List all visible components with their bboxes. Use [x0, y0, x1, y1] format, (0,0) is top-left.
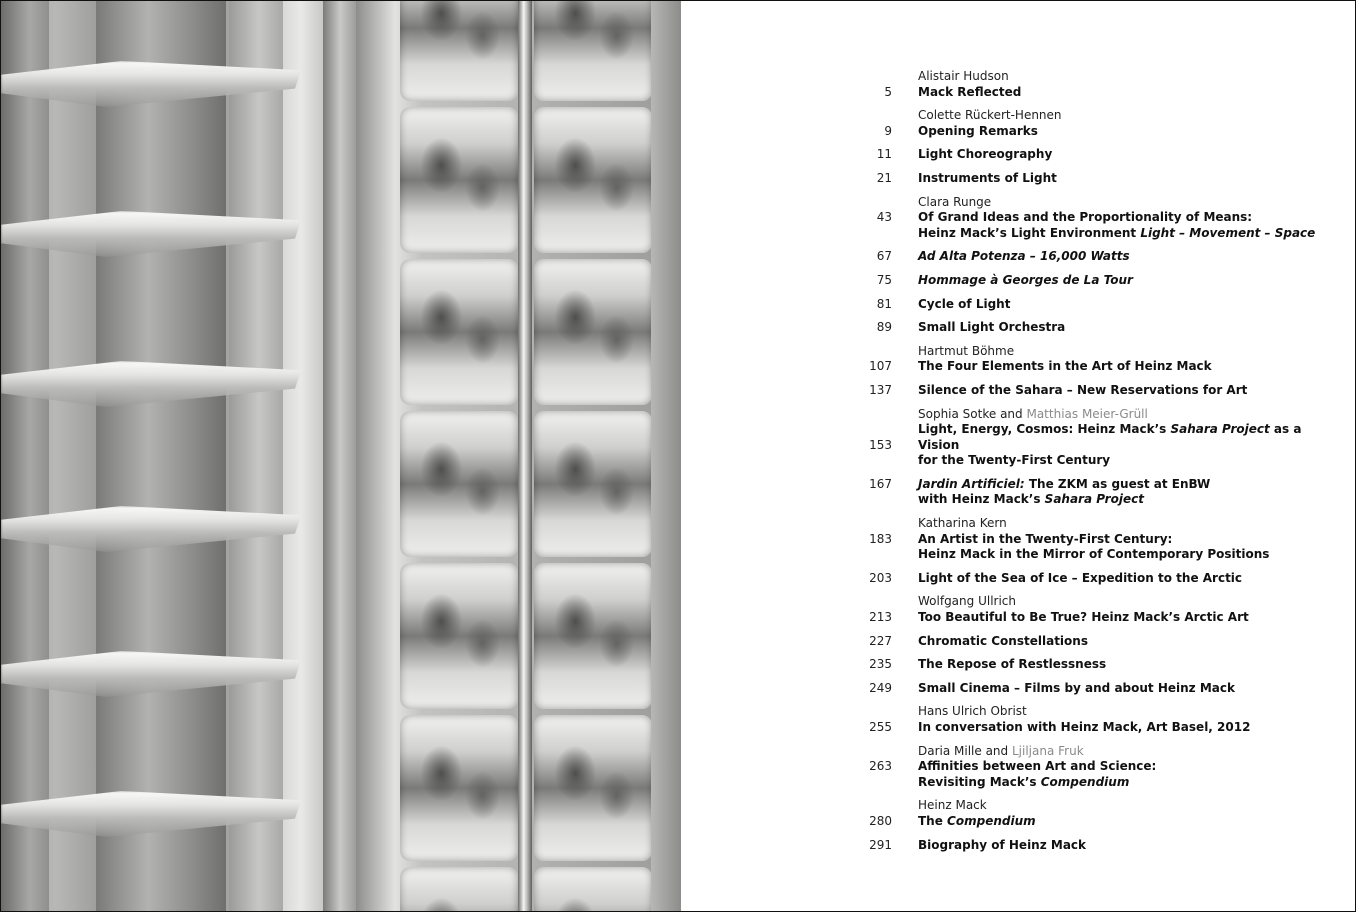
- mirror-cell: [400, 411, 518, 557]
- entry-title-line: An Artist in the Twenty-First Century:: [918, 531, 1173, 546]
- page-number: 137: [869, 382, 892, 397]
- entry-title: Light Choreography: [918, 147, 1053, 162]
- entry-title: [918, 273, 1319, 289]
- page-number: 153: [869, 437, 892, 452]
- toc-entry[interactable]: [859, 171, 1319, 187]
- author-name-secondary: Matthias Meier-Grüll: [1026, 406, 1148, 421]
- entry-title: Instruments of Light: [918, 170, 1057, 185]
- mirror-cell: [400, 563, 518, 709]
- page-number: 107: [869, 359, 892, 374]
- toc-entry[interactable]: [859, 744, 1319, 791]
- entry-author: Hans Ulrich Obrist: [918, 704, 1027, 719]
- mirror-cell: [534, 715, 652, 861]
- title-italic-segment: Sahara Project: [1170, 422, 1270, 437]
- background-column: [96, 1, 226, 911]
- entry-title-line: [918, 775, 1319, 791]
- mirror-cell: [400, 715, 518, 861]
- page-number: 21: [876, 170, 892, 185]
- title-segment: with Heinz Mack’s: [918, 492, 1045, 507]
- toc-entry[interactable]: [859, 195, 1319, 242]
- entry-title-line: for the Twenty-First Century: [918, 453, 1111, 468]
- entry-title: Light of the Sea of Ice – Expedition to the Arctic: [918, 570, 1243, 585]
- mirror-cell: [534, 867, 652, 911]
- background-column: [283, 1, 323, 911]
- toc-entry[interactable]: [859, 320, 1319, 336]
- toc-entry[interactable]: [859, 516, 1319, 563]
- mirror-cell: [400, 1, 518, 101]
- toc-entry[interactable]: [859, 838, 1319, 854]
- entry-title: Small Light Orchestra: [918, 320, 1066, 335]
- toc-entry[interactable]: [859, 108, 1319, 139]
- title-segment: The: [918, 813, 948, 828]
- entry-title: The Four Elements in the Art of Heinz Mack: [918, 359, 1212, 374]
- entry-title-line: Of Grand Ideas and the Proportionality of Means:: [918, 210, 1253, 225]
- entry-title: In conversation with Heinz Mack, Art Basel, 2012: [918, 720, 1251, 734]
- entry-title: Mack Reflected: [918, 84, 1022, 99]
- entry-title-line: [918, 422, 1319, 453]
- toc-entry[interactable]: [859, 249, 1319, 265]
- entry-title-line: [918, 477, 1319, 493]
- page-number: 213: [869, 610, 892, 625]
- toc-entry[interactable]: [859, 681, 1319, 697]
- toc-entry[interactable]: [859, 273, 1319, 289]
- page-number: 43: [876, 210, 892, 225]
- mirror-cell: [534, 107, 652, 253]
- toc-entry[interactable]: [859, 571, 1319, 587]
- entry-title-line: Affinities between Art and Science:: [918, 759, 1157, 774]
- toc-entry[interactable]: [859, 634, 1319, 650]
- entry-author: Alistair Hudson: [918, 69, 1009, 83]
- entry-author: Wolfgang Ullrich: [918, 594, 1016, 609]
- page-number: 249: [869, 680, 892, 695]
- entry-title: Silence of the Sahara – New Reservations for Art: [918, 382, 1248, 397]
- title-italic-segment: Light – Movement – Space: [1140, 225, 1316, 240]
- mirror-cell: [400, 867, 518, 911]
- entry-title: Opening Remarks: [918, 123, 1038, 138]
- table-of-contents: [859, 69, 1319, 861]
- page-number: 255: [869, 720, 892, 734]
- mirror-cell: [534, 259, 652, 405]
- title-italic-segment: Sahara Project: [1044, 492, 1144, 507]
- artwork-photo: [1, 1, 681, 911]
- toc-entry[interactable]: [859, 477, 1319, 508]
- entry-title: Biography of Heinz Mack: [918, 837, 1087, 852]
- page-number: 75: [876, 272, 892, 287]
- title-segment: as a Vision: [918, 422, 1302, 452]
- page-number: 291: [869, 837, 892, 852]
- title-italic-segment: Ad Alta Potenza – 16,000 Watts: [918, 249, 1130, 264]
- blade-edge: [651, 1, 681, 911]
- toc-entry[interactable]: [859, 383, 1319, 399]
- title-segment: Heinz Mack’s Light Environment: [918, 225, 1141, 240]
- entry-author: Heinz Mack: [918, 798, 987, 813]
- background-column: [229, 1, 289, 911]
- entry-author: [918, 744, 1319, 760]
- title-segment: Revisiting Mack’s: [918, 774, 1041, 789]
- entry-title-line: Heinz Mack in the Mirror of Contemporary Positions: [918, 547, 1270, 562]
- page-number: 11: [876, 147, 892, 162]
- mirror-cell: [400, 107, 518, 253]
- title-italic-segment: Compendium: [947, 813, 1036, 828]
- author-name: Daria Mille and: [918, 743, 1012, 758]
- title-italic-segment: Jardin Artificiel:: [918, 476, 1025, 491]
- author-name-secondary: Ljiljana Fruk: [1011, 743, 1084, 758]
- mirror-cell: [534, 563, 652, 709]
- entry-author: Colette Rückert-Hennen: [918, 108, 1062, 123]
- toc-entry[interactable]: [859, 407, 1319, 469]
- background-column: [1, 1, 49, 911]
- entry-author: Clara Runge: [918, 194, 992, 209]
- page-number: 67: [876, 249, 892, 264]
- entry-title-line: [918, 226, 1319, 242]
- page-number: 9: [884, 123, 892, 138]
- entry-title: Too Beautiful to Be True? Heinz Mack’s Arctic Art: [918, 610, 1249, 625]
- entry-title: [918, 249, 1319, 265]
- entry-author: Hartmut Böhme: [918, 343, 1015, 358]
- page-number: 167: [869, 476, 892, 491]
- title-segment: The ZKM as guest at EnBW: [1024, 476, 1211, 491]
- page-number: 280: [869, 813, 892, 828]
- page-number: 263: [869, 759, 892, 774]
- entry-title: [918, 814, 1319, 830]
- toc-entry[interactable]: [859, 147, 1319, 163]
- toc-entry[interactable]: [859, 704, 1319, 735]
- entry-title: Small Cinema – Films by and about Heinz Mack: [918, 680, 1235, 695]
- entry-title-line: [918, 492, 1319, 508]
- toc-entry[interactable]: [859, 594, 1319, 625]
- mirror-cell: [534, 1, 652, 101]
- title-italic-segment: Hommage à Georges de La Tour: [918, 272, 1133, 287]
- page-number: 235: [869, 657, 892, 672]
- toc-entry[interactable]: [859, 69, 1319, 100]
- entry-author: [918, 407, 1319, 423]
- background-column: [323, 1, 357, 911]
- toc-entry[interactable]: [859, 798, 1319, 829]
- page-number: 5: [884, 84, 892, 99]
- page-number: 227: [869, 633, 892, 648]
- title-segment: Light, Energy, Cosmos: Heinz Mack’s: [918, 422, 1171, 437]
- entry-author: Katharina Kern: [918, 516, 1007, 531]
- entry-title: Cycle of Light: [918, 296, 1011, 311]
- entry-title: Chromatic Constellations: [918, 633, 1088, 648]
- toc-entry[interactable]: [859, 297, 1319, 313]
- toc-entry[interactable]: [859, 344, 1319, 375]
- toc-entry[interactable]: [859, 657, 1319, 673]
- title-italic-segment: Compendium: [1040, 774, 1130, 789]
- mirror-cell: [400, 259, 518, 405]
- central-rod: [518, 1, 532, 911]
- author-name: Sophia Sotke and: [918, 406, 1027, 421]
- page-number: 203: [869, 570, 892, 585]
- page-number: 183: [869, 531, 892, 546]
- page-number: 89: [876, 320, 892, 335]
- mirror-cell: [534, 411, 652, 557]
- entry-title: The Repose of Restlessness: [918, 657, 1107, 672]
- page-number: 81: [876, 296, 892, 311]
